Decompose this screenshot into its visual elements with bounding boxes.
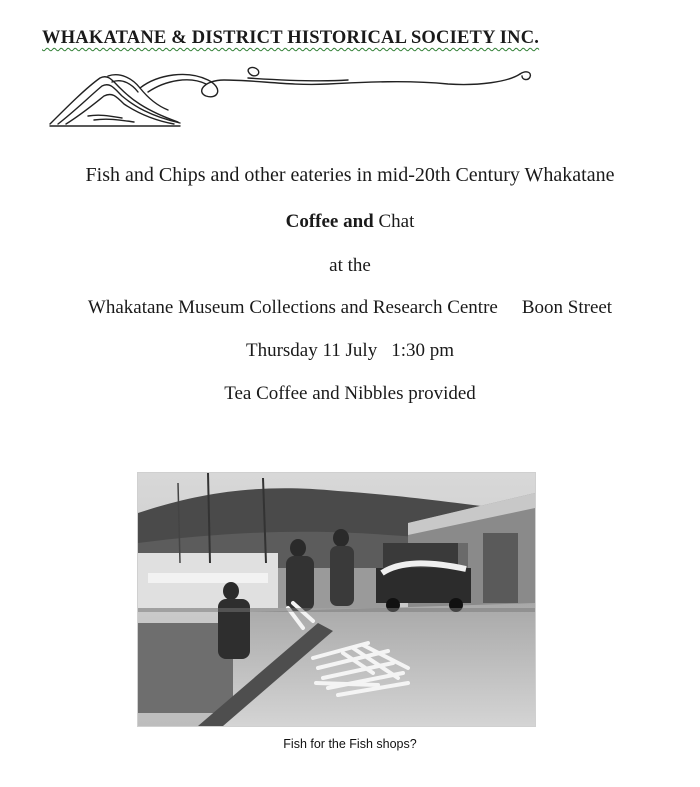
- coffee-and-chat: [0, 211, 700, 233]
- mountain-and-river-logo-icon: [48, 66, 538, 128]
- refreshments-text: Tea Coffee and Nibbles provided: [224, 383, 476, 404]
- society-name: WHAKATANE & DISTRICT HISTORICAL SOCIETY INC.: [42, 28, 540, 48]
- event-date: Thursday 11 July: [245, 340, 378, 361]
- fishing-wharf-photo-image: [138, 473, 535, 726]
- coffee-bold-text: Coffee and: [285, 211, 374, 232]
- event-title: Fish and Chips and other eateries in mid-20th Century Whakatane: [85, 164, 615, 186]
- society-title: [42, 28, 622, 49]
- venue-name: Whakatane Museum Collections and Research Centre: [87, 297, 498, 318]
- venue-street: Boon Street: [521, 297, 613, 318]
- coffee-rest-text: Chat: [378, 211, 415, 232]
- date-time-line: [0, 340, 700, 362]
- event-time: 1:30 pm: [391, 340, 455, 361]
- fishing-wharf-photo: [137, 472, 536, 727]
- photo-caption: Fish for the Fish shops?: [283, 737, 417, 751]
- at-the-text: at the: [329, 255, 371, 276]
- venue-line: [0, 297, 700, 319]
